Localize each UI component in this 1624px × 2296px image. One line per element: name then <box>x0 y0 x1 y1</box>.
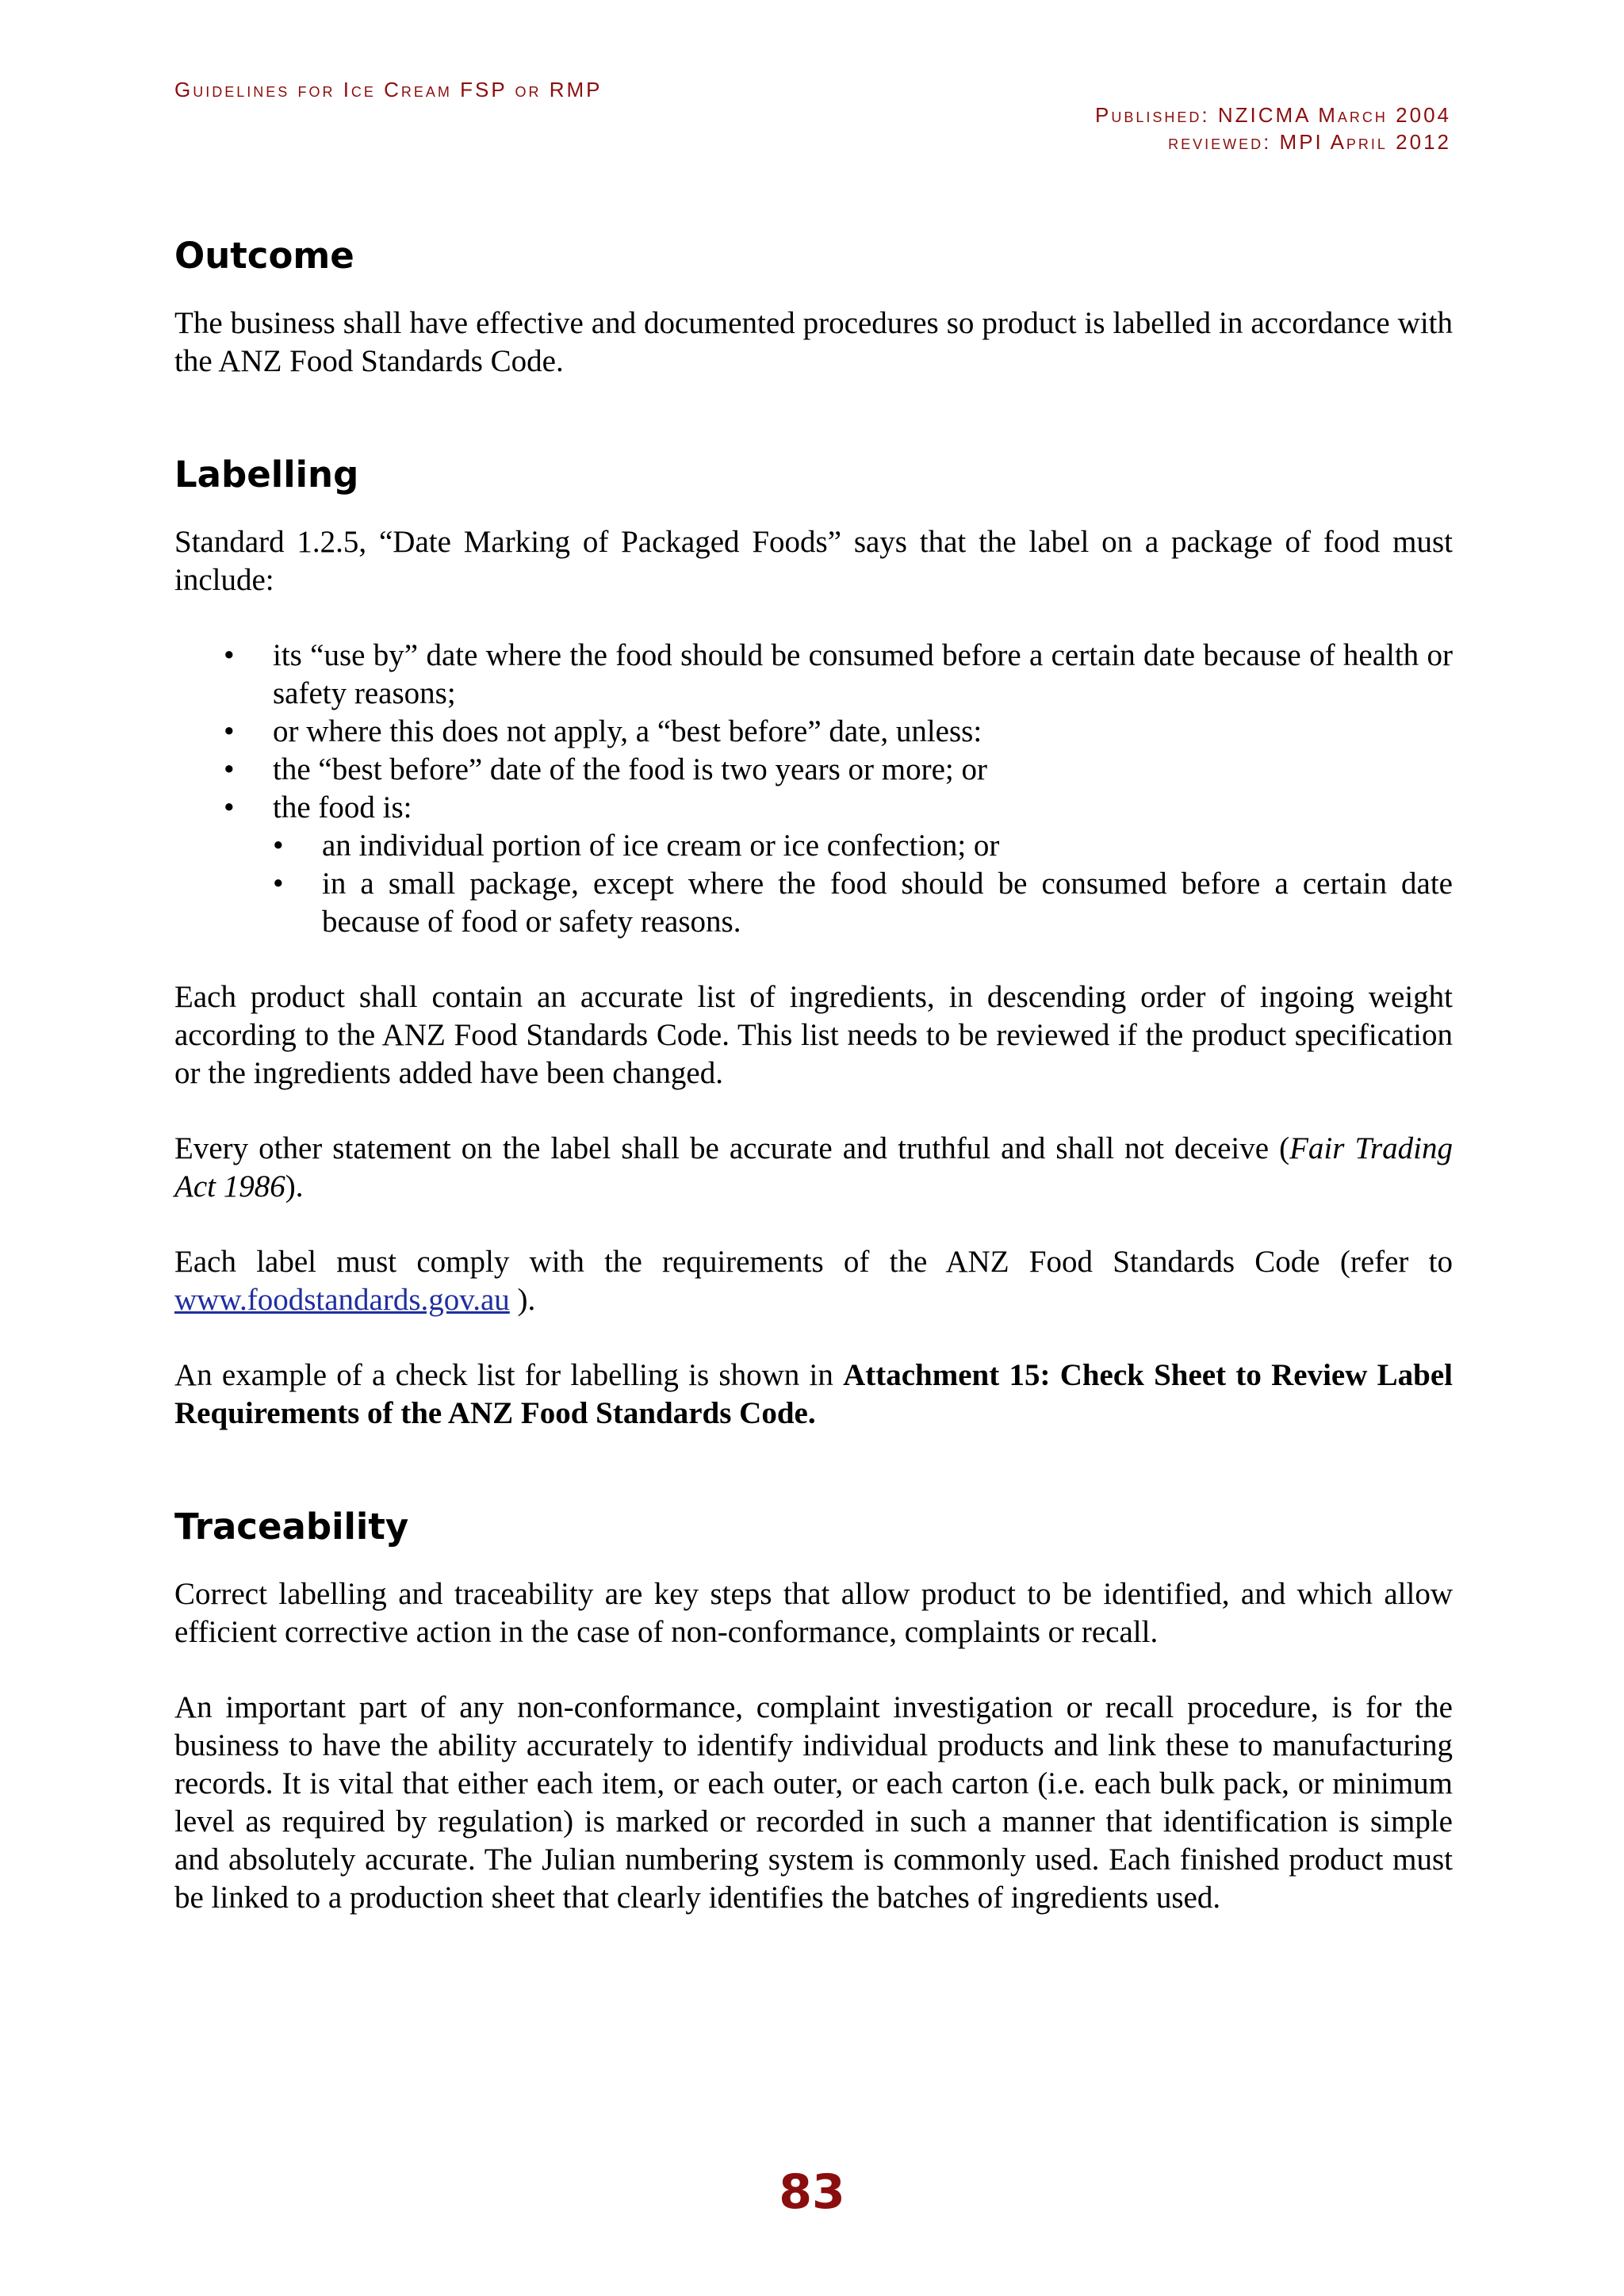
document-body <box>174 230 1453 1954</box>
sub-list-item: • an individual portion of ice cream or ice confection; or <box>273 827 1453 865</box>
running-header-title: Guidelines for Ice Cream FSP or RMP <box>174 78 603 101</box>
act-title: Fair Trading Act 1986 <box>174 1131 1453 1203</box>
statement-paragraph: Every other statement on the label shall be accurate and truthful and shall not deceive (Fair Trading Act 1986). <box>174 1131 1453 1203</box>
example-paragraph: An example of a check list for labelling is shown in Attachment 15: Check Sheet to Review Label Requirements of the ANZ Food Standards Code. <box>174 1358 1453 1430</box>
traceability-heading: Traceability <box>174 1506 409 1548</box>
outcome-section <box>174 230 1453 381</box>
ingredients-paragraph: Each product shall contain an accurate list of ingredients, in descending order of ingoing weight according to the ANZ Food Standards Code. This list needs to be reviewed if the product specification or the ingredients added have been changed. <box>174 980 1453 1090</box>
published-line: Published: NZICMA March 2004 <box>1095 103 1451 127</box>
list-item <box>174 789 1453 941</box>
traceability-section <box>174 1501 1453 1917</box>
traceability-paragraph-1: Correct labelling and traceability are key steps that allow product to be identified, and which allow efficient corrective action in the case of non-conformance, complaints or recall. <box>174 1577 1453 1649</box>
sub-list-item: • in a small package, except where the food should be consumed before a certain date because of food or safety reasons. <box>273 865 1453 941</box>
list-item: • the “best before” date of the food is two years or more; or <box>174 751 1453 789</box>
sub-list <box>273 827 1453 941</box>
page-number: 83 <box>779 2164 845 2220</box>
traceability-paragraph-2: An important part of any non-conformance, complaint investigation or recall procedure, is for the business to have the ability accurately to identify individual products and link these to manufacturing records. It is vital that either each item, or each outer, or each carton (i.e. each bulk pack, or minimum level as required by regulation) is marked or recorded in such a manner that identification is simple and absolutely accurate. The Julian numbering system is commonly used. Each finished product must be linked to a production sheet that clearly identifies the batches of ingredients used. <box>174 1690 1453 1915</box>
list-item-label: the food is: <box>273 790 412 825</box>
date-marking-list <box>174 637 1453 941</box>
compliance-paragraph: Each label must comply with the requirements of the ANZ Food Standards Code (refer to www.foodstandards.gov.au ). <box>174 1245 1453 1317</box>
outcome-heading: Outcome <box>174 235 354 277</box>
attachment-reference: Attachment 15: Check Sheet to Review Label Requirements of the ANZ Food Standards Code. <box>174 1358 1453 1430</box>
list-item: • its “use by” date where the food should be consumed before a certain date because of health or safety reasons; <box>174 637 1453 713</box>
labelling-intro: Standard 1.2.5, “Date Marking of Packaged Foods” says that the label on a package of food must include: <box>174 525 1453 597</box>
outcome-paragraph: The business shall have effective and documented procedures so product is labelled in accordance with the ANZ Food Standards Code. <box>174 306 1453 378</box>
foodstandards-link[interactable]: www.foodstandards.gov.au <box>174 1283 510 1317</box>
running-header-publication <box>1095 101 1451 155</box>
list-item: • or where this does not apply, a “best before” date, unless: <box>174 713 1453 751</box>
reviewed-line: reviewed: MPI April 2012 <box>1168 130 1451 154</box>
labelling-section <box>174 449 1453 1433</box>
labelling-heading: Labelling <box>174 453 359 496</box>
